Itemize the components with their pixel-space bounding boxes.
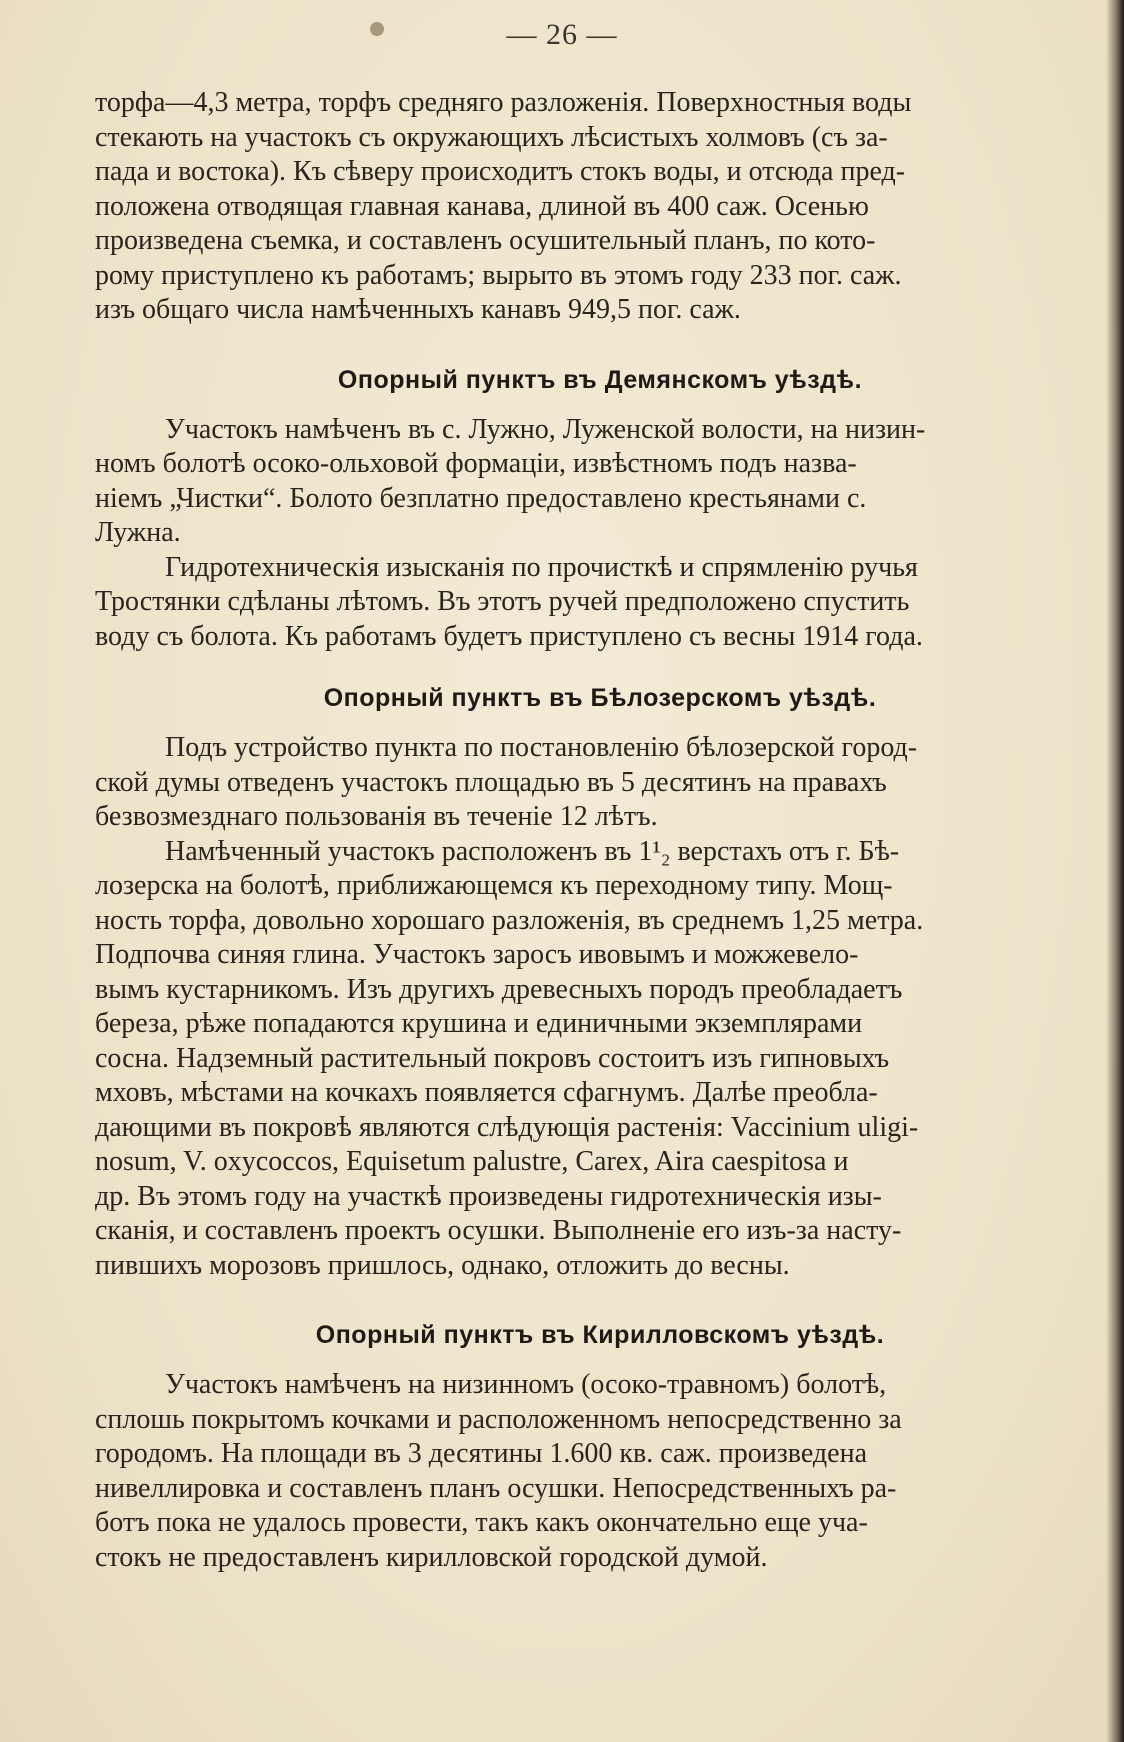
section-paragraph <box>95 1368 1105 1575</box>
text-line: сосна. Надземный растительный покровъ состоитъ изъ гипновыхъ <box>95 1042 890 1074</box>
section-title-belozersk: Опорный пунктъ въ Бѣлозерскомъ уѣздѣ. <box>323 684 877 712</box>
text-line: дающими въ покровѣ являются слѣдующія растенія: Vaccinium uligi- <box>95 1111 919 1143</box>
text-line: Подъ устройство пункта по постановленію бѣлозерской город- <box>165 732 918 763</box>
text-line: Лужна. <box>95 517 181 548</box>
text-line: Подпочва синяя глина. Участокъ заросъ ивовымъ и можжевело- <box>95 939 859 970</box>
text-line: Участокъ намѣченъ въ с. Лужно, Луженской волости, на низин- <box>165 413 926 445</box>
text-line: нивеллировка и составленъ планъ осушки. Непосредственныхъ ра- <box>95 1472 897 1504</box>
section-paragraph <box>95 413 1105 551</box>
text-line: пившихъ морозовъ пришлось, однако, отложить до весны. <box>95 1249 790 1281</box>
section-paragraph <box>95 731 1105 835</box>
text-line: Тростянки сдѣланы лѣтомъ. Въ этотъ ручей предположено спустить <box>95 586 910 617</box>
section-paragraph <box>95 835 1105 1284</box>
text-line: nosum, V. oxycoccos, Equisetum palustre, Carex, Aira caespitosa и <box>95 1146 849 1177</box>
text-line: др. Въ этомъ году на участкѣ произведены гидротехническія изы- <box>95 1180 882 1212</box>
section-paragraph <box>95 551 1105 655</box>
section-title-kirillov: Опорный пунктъ въ Кирилловскомъ уѣздѣ. <box>315 1321 885 1349</box>
page-content <box>95 86 1105 1575</box>
text-line: пада и востока). Къ сѣверу происходитъ стокъ воды, и отсюда пред- <box>95 156 906 187</box>
text-line: береза, рѣже попадаются крушина и единичными экземплярами <box>95 1008 863 1039</box>
text-line: Намѣченный участокъ расположенъ въ 1¹₂ верстахъ отъ г. Бѣ- <box>165 835 900 867</box>
text-line: Гидротехническія изысканія по прочисткѣ и спрямленію ручья <box>165 551 918 583</box>
text-line: изъ общаго числа намѣченныхъ канавъ 949,5 пог. саж. <box>95 294 741 325</box>
section-title-demyansk: Опорный пунктъ въ Демянскомъ уѣздѣ. <box>337 365 863 394</box>
text-line: произведена съемка, и составленъ осушительный планъ, по кото- <box>95 225 876 256</box>
text-line: сплошь покрытомъ кочками и расположенномъ непосредственно за <box>95 1403 902 1435</box>
intro-paragraph <box>95 86 1105 328</box>
text-line: сканія, и составленъ проектъ осушки. Выполненіе его изъ-за насту- <box>95 1215 902 1246</box>
text-line: стокъ не предоставленъ кирилловской городской думой. <box>95 1541 768 1573</box>
text-line: положена отводящая главная канава, длиной въ 400 саж. Осенью <box>95 190 869 222</box>
text-line: воду съ болота. Къ работамъ будетъ приступлено съ весны 1914 года. <box>95 620 923 652</box>
text-line: ность торфа, довольно хорошаго разложенія, въ среднемъ 1,25 метра. <box>95 904 924 936</box>
text-line: городомъ. На площади въ 3 десятины 1.600 кв. саж. произведена <box>95 1438 868 1469</box>
text-line: стекають на участокъ съ окружающихъ лѣсистыхъ холмовъ (съ за- <box>95 121 888 153</box>
text-line: номъ болотѣ осоко-ольховой формаціи, извѣстномъ подъ назва- <box>95 448 857 479</box>
text-line: ской думы отведенъ участокъ площадью въ 5 десятинъ на правахъ <box>95 766 887 798</box>
text-line: лозерска на болотѣ, приближающемся къ переходному типу. Мощ- <box>95 870 893 901</box>
text-line: Участокъ намѣченъ на низинномъ (осоко-травномъ) болотѣ, <box>165 1369 887 1400</box>
text-line: торфа—4,3 метра, торфъ средняго разложенія. Поверхностныя воды <box>95 87 912 118</box>
text-line: безвозмезднаго пользованія въ теченіе 12 лѣтъ. <box>95 801 658 832</box>
text-line: ботъ пока не удалось провести, такъ какъ окончательно еще уча- <box>95 1507 868 1538</box>
text-line: мховъ, мѣстами на кочкахъ появляется сфагнумъ. Далѣе преобла- <box>95 1077 878 1108</box>
text-line: вымъ кустарникомъ. Изъ другихъ древесныхъ породъ преобладаетъ <box>95 973 903 1005</box>
text-line: рому приступлено къ работамъ; вырыто въ этомъ году 233 пог. саж. <box>95 259 902 291</box>
text-line: ніемъ „Чистки“. Болото безплатно предоставлено крестьянами с. <box>95 482 867 514</box>
page-number: — 26 — <box>506 18 618 51</box>
book-spine-shadow <box>1106 0 1124 1742</box>
